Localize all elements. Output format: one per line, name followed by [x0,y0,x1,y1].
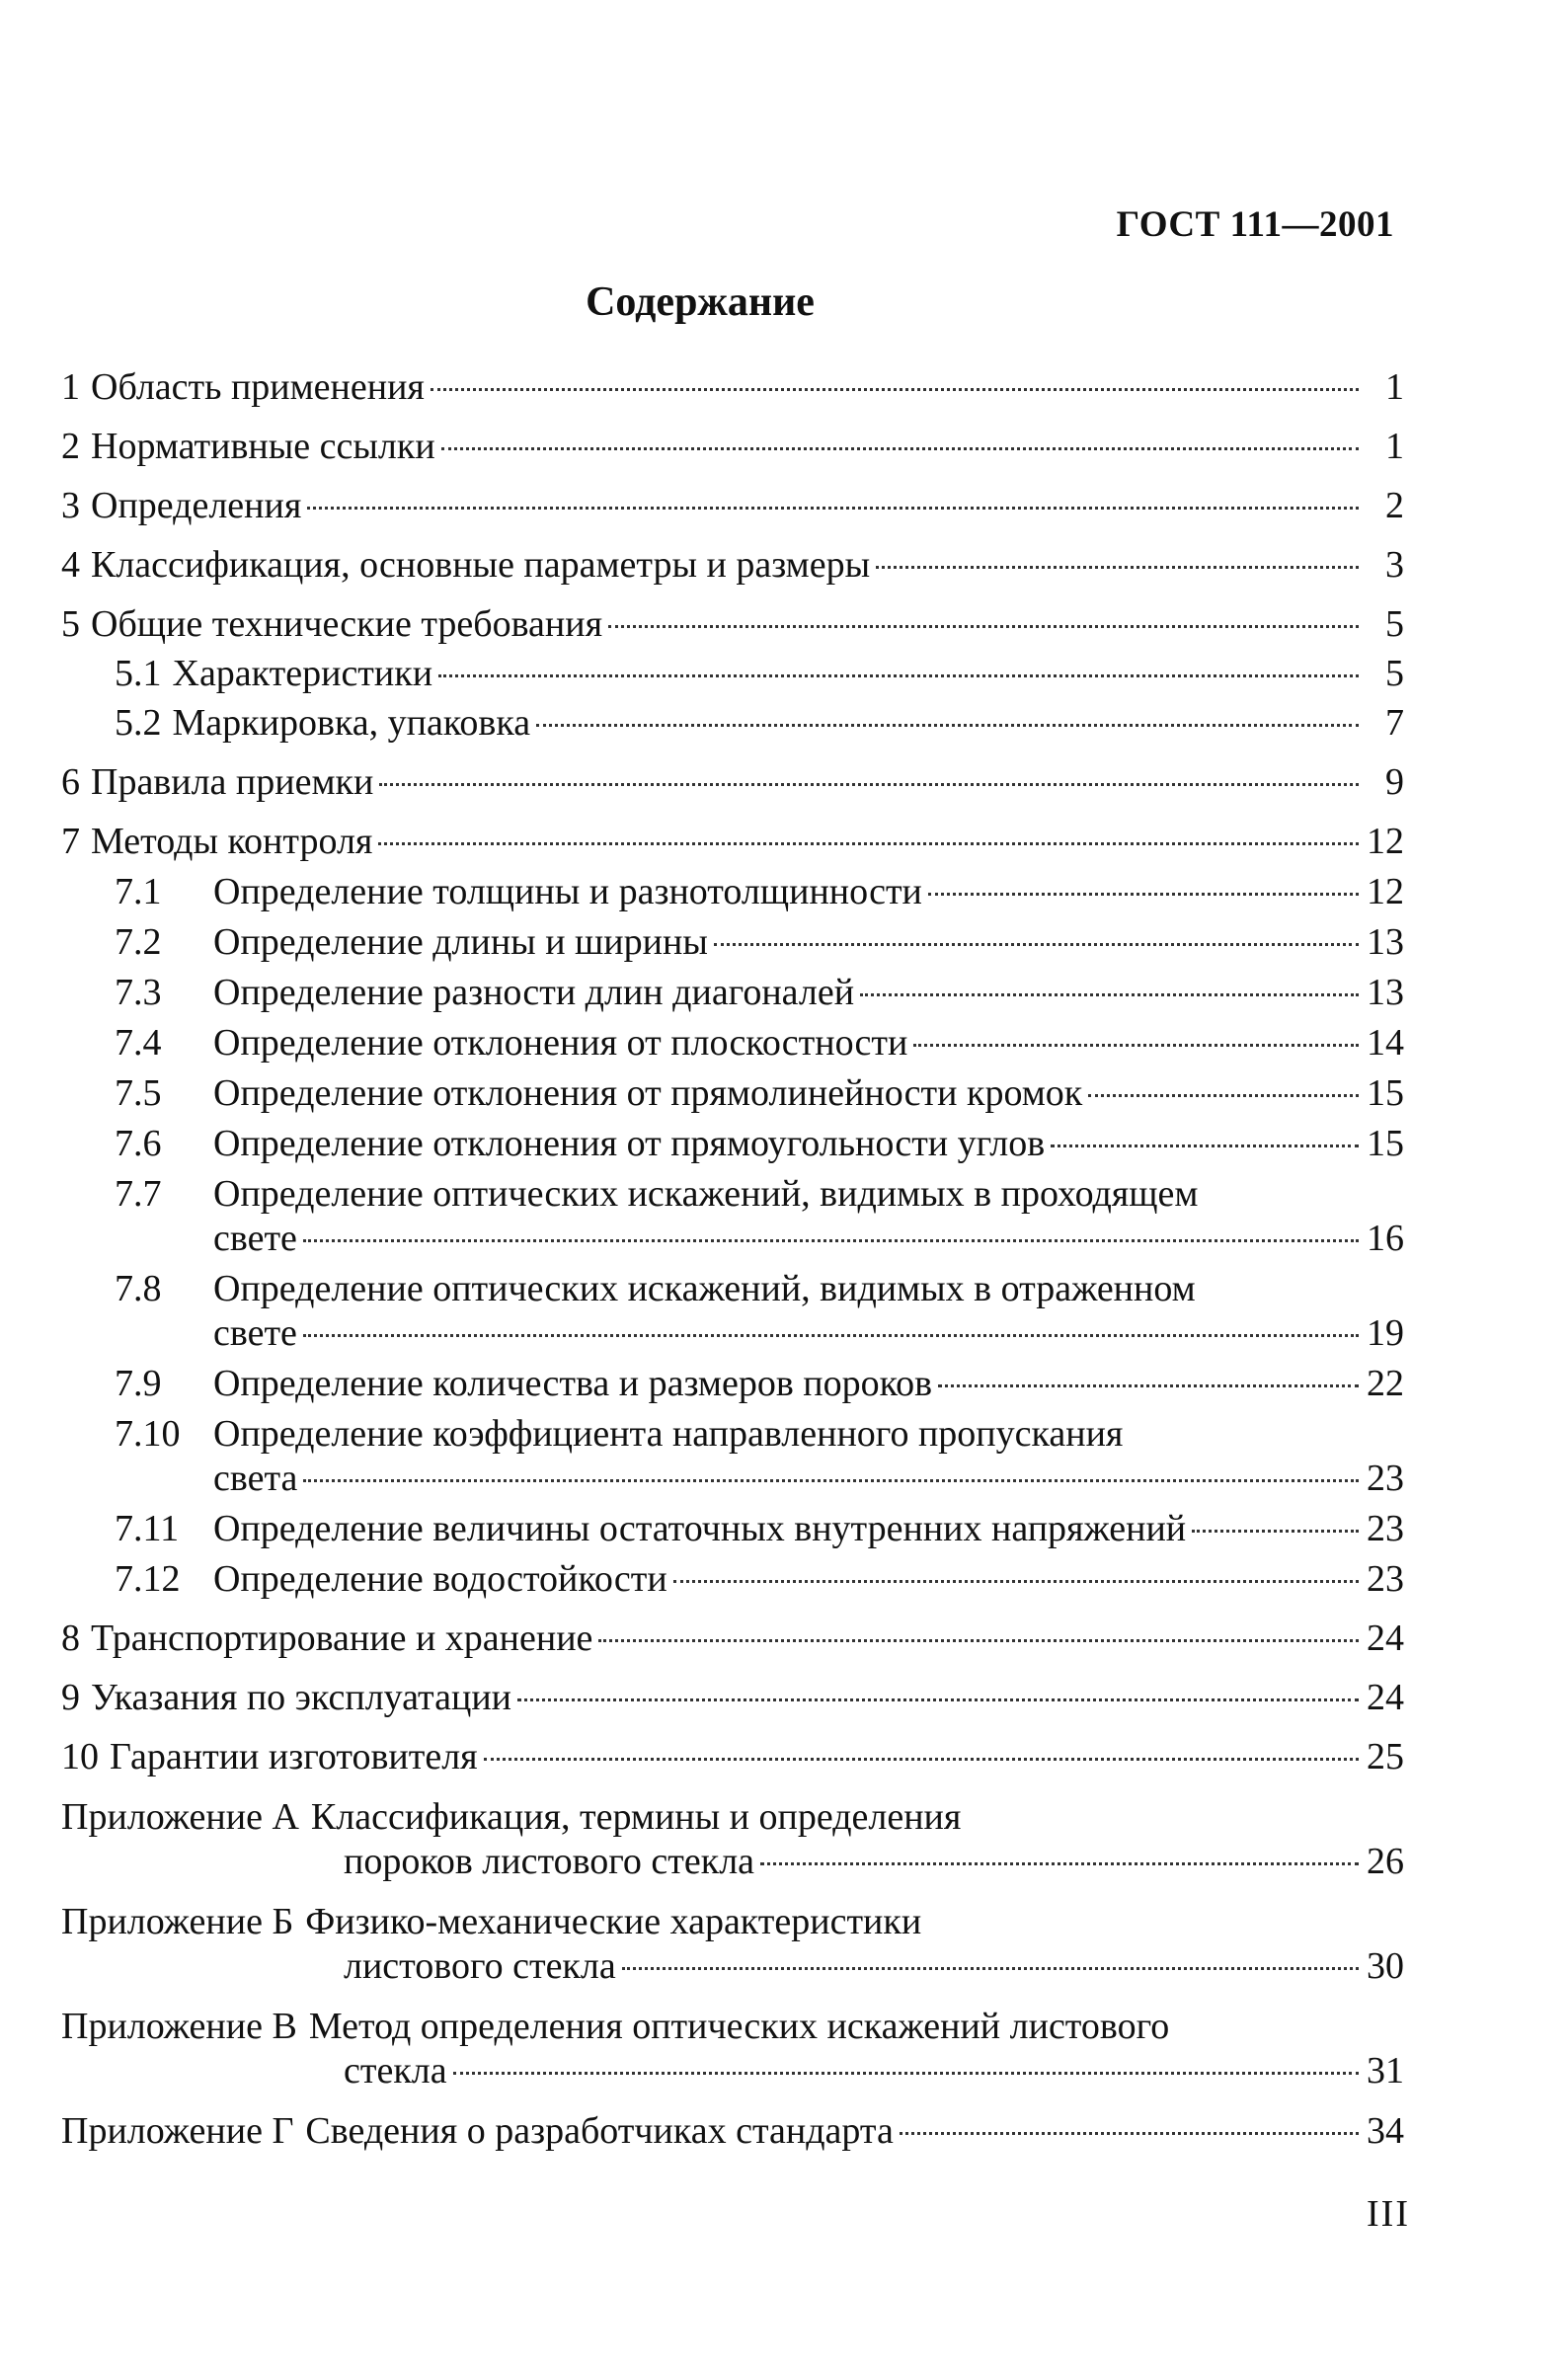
toc-label: Классификация, термины и определения [310,1796,962,1838]
toc-appendix-number: Приложение Г [61,2110,294,2152]
toc-number: 7 [61,821,80,862]
dot-leader [1051,1145,1359,1147]
toc-entry[interactable] [61,2005,1404,2093]
dot-leader [598,1639,1359,1642]
toc-label-continuation: пороков листового стекла [344,1841,755,1882]
toc-label: Классификация, основные параметры и размеры [91,544,871,586]
toc-label-continuation: свете [213,1312,297,1354]
toc-label: Определение толщины и разнотолщинности [213,871,922,912]
dot-leader [438,674,1359,677]
toc-number: 7.3 [115,972,162,1013]
toc-label: Область применения [91,366,425,408]
toc-entry[interactable] [61,543,1404,588]
dot-leader [484,1758,1359,1761]
toc-entry[interactable] [61,1557,1404,1602]
toc-entry[interactable] [61,484,1404,528]
toc-entry[interactable] [61,920,1404,965]
toc-number: 7.9 [115,1363,162,1404]
toc-label: Определение количества и размеров пороков [213,1363,933,1404]
toc-label: Характеристики [172,653,433,694]
toc-number: 6 [61,761,80,803]
toc-page-number: 13 [1367,972,1404,1013]
document-code: ГОСТ 111—2001 [1116,204,1394,245]
toc-label: Физико-механические характеристики [305,1901,922,1942]
dot-leader [1088,1094,1359,1097]
toc-entry[interactable] [61,1021,1404,1066]
toc-page-number: 12 [1367,871,1404,912]
toc-entry[interactable] [61,1795,1404,1884]
toc-page-number: 7 [1385,702,1404,744]
toc-page-number: 31 [1367,2050,1404,2092]
toc-number: 4 [61,544,80,586]
toc-entry[interactable] [61,1617,1404,1661]
toc-number: 7.5 [115,1072,162,1114]
toc-label: Определение оптических искажений, видимых в отраженном [213,1268,1196,1309]
dot-leader [876,566,1359,569]
dot-leader [431,388,1359,391]
toc-page-number: 16 [1367,1218,1404,1259]
toc-entry[interactable] [61,1507,1404,1551]
toc-page-number: 25 [1367,1736,1404,1777]
dot-leader [913,1044,1359,1047]
toc-entry[interactable] [61,1735,1404,1779]
toc-entry[interactable] [61,365,1404,410]
toc-label: Транспортирование и хранение [91,1618,593,1659]
toc-label: Определение коэффициента направленного пропускания [213,1413,1124,1455]
toc-number: 7.8 [115,1268,162,1309]
toc-label-continuation: света [213,1458,298,1499]
toc-page-number: 9 [1385,761,1404,803]
toc-page-number: 14 [1367,1022,1404,1064]
dot-leader [928,893,1359,896]
toc-appendix-number: Приложение А [61,1796,299,1838]
toc-entry[interactable] [61,425,1404,469]
toc-page-number: 1 [1385,366,1404,408]
dot-leader [441,447,1359,450]
dot-leader [303,1479,1359,1482]
dot-leader [453,2072,1359,2075]
toc-label-continuation: свете [213,1218,297,1259]
toc-page-number: 15 [1367,1123,1404,1164]
toc-page-number: 23 [1367,1458,1404,1499]
toc-label: Гарантии изготовителя [110,1736,478,1777]
dot-leader [1192,1530,1359,1533]
toc-entry[interactable] [61,760,1404,805]
dot-leader [673,1580,1359,1583]
toc-page-number: 2 [1385,485,1404,526]
toc-page-number: 15 [1367,1072,1404,1114]
toc-label: Определение отклонения от прямоугольности углов [213,1123,1046,1164]
toc-entry[interactable] [61,1362,1404,1406]
dot-leader [938,1384,1359,1387]
toc-label: Метод определения оптических искажений листового [308,2006,1170,2047]
toc-label-continuation: листового стекла [344,1945,616,1987]
toc-number: 7.4 [115,1022,162,1064]
toc-page-number: 30 [1367,1945,1404,1987]
toc-page-number: 34 [1367,2110,1404,2152]
toc-number: 5 [61,603,80,645]
toc-label: Маркировка, упаковка [172,702,531,744]
toc-label: Нормативные ссылки [91,426,435,467]
toc-number: 7.2 [115,921,162,963]
toc-entry[interactable] [61,1900,1404,1989]
toc-number: 9 [61,1677,80,1718]
toc-entry[interactable] [61,1122,1404,1166]
toc-label: Методы контроля [91,821,373,862]
toc-entry[interactable] [61,1071,1404,1116]
toc-number: 7.7 [115,1173,162,1215]
toc-label: Указания по эксплуатации [91,1677,511,1718]
toc-entry[interactable] [61,652,1404,696]
dot-leader [517,1698,1359,1701]
toc-label: Определение водостойкости [213,1558,667,1600]
toc-number: 1 [61,366,80,408]
dot-leader [860,993,1359,996]
toc-page-number: 22 [1367,1363,1404,1404]
toc-number: 3 [61,485,80,526]
toc-entry[interactable] [61,1412,1404,1501]
toc-entry[interactable] [61,1172,1404,1261]
toc-number: 7.11 [115,1508,180,1549]
toc-number: 7.10 [115,1413,181,1455]
toc-appendix-number: Приложение В [61,2006,297,2047]
toc-entry[interactable] [61,2109,1404,2154]
toc-number: 7.12 [115,1558,181,1600]
dot-leader [622,1967,1359,1970]
dot-leader [378,842,1359,845]
toc-page-number: 13 [1367,921,1404,963]
toc-number: 10 [61,1736,99,1777]
toc-entry[interactable] [61,1676,1404,1720]
toc-page-number: 24 [1367,1618,1404,1659]
toc-number: 8 [61,1618,80,1659]
toc-label: Общие технические требования [91,603,603,645]
toc-label: Определение величины остаточных внутренних напряжений [213,1508,1187,1549]
toc-number: 7.6 [115,1123,162,1164]
page-title: Содержание [586,279,815,325]
toc-label: Определение отклонения от плоскостности [213,1022,908,1064]
dot-leader [303,1239,1359,1242]
dot-leader [536,724,1359,727]
toc-page-number: 12 [1367,821,1404,862]
toc-label: Определения [91,485,302,526]
toc-entry[interactable] [61,1267,1404,1356]
toc-page-number: 19 [1367,1312,1404,1354]
toc-number: 5.1 [115,653,162,694]
table-of-contents [61,365,1404,2154]
toc-entry[interactable] [61,602,1404,647]
toc-number: 2 [61,426,80,467]
dot-leader [608,625,1359,628]
page-number: III [1367,2193,1410,2235]
toc-page-number: 24 [1367,1677,1404,1718]
toc-appendix-number: Приложение Б [61,1901,294,1942]
toc-label: Определение отклонения от прямолинейности кромок [213,1072,1083,1114]
toc-page-number: 1 [1385,426,1404,467]
toc-entry[interactable] [61,701,1404,746]
toc-page-number: 23 [1367,1558,1404,1600]
toc-page-number: 23 [1367,1508,1404,1549]
dot-leader [379,783,1359,786]
toc-number: 7.1 [115,871,162,912]
toc-page-number: 3 [1385,544,1404,586]
toc-entry[interactable] [61,870,1404,914]
dot-leader [307,507,1359,510]
toc-label-continuation: стекла [344,2050,447,2092]
dot-leader [714,943,1359,946]
dot-leader [760,1862,1359,1865]
toc-label: Правила приемки [91,761,374,803]
toc-number: 5.2 [115,702,162,744]
toc-entry[interactable] [61,971,1404,1015]
toc-page-number: 5 [1385,603,1404,645]
toc-page-number: 5 [1385,653,1404,694]
toc-label: Определение длины и ширины [213,921,708,963]
dot-leader [900,2132,1359,2135]
toc-page-number: 26 [1367,1841,1404,1882]
dot-leader [303,1334,1359,1337]
toc-label: Определение оптических искажений, видимых в проходящем [213,1173,1199,1215]
toc-entry[interactable] [61,820,1404,864]
toc-label: Сведения о разработчиках стандарта [305,2110,894,2152]
toc-label: Определение разности длин диагоналей [213,972,855,1013]
